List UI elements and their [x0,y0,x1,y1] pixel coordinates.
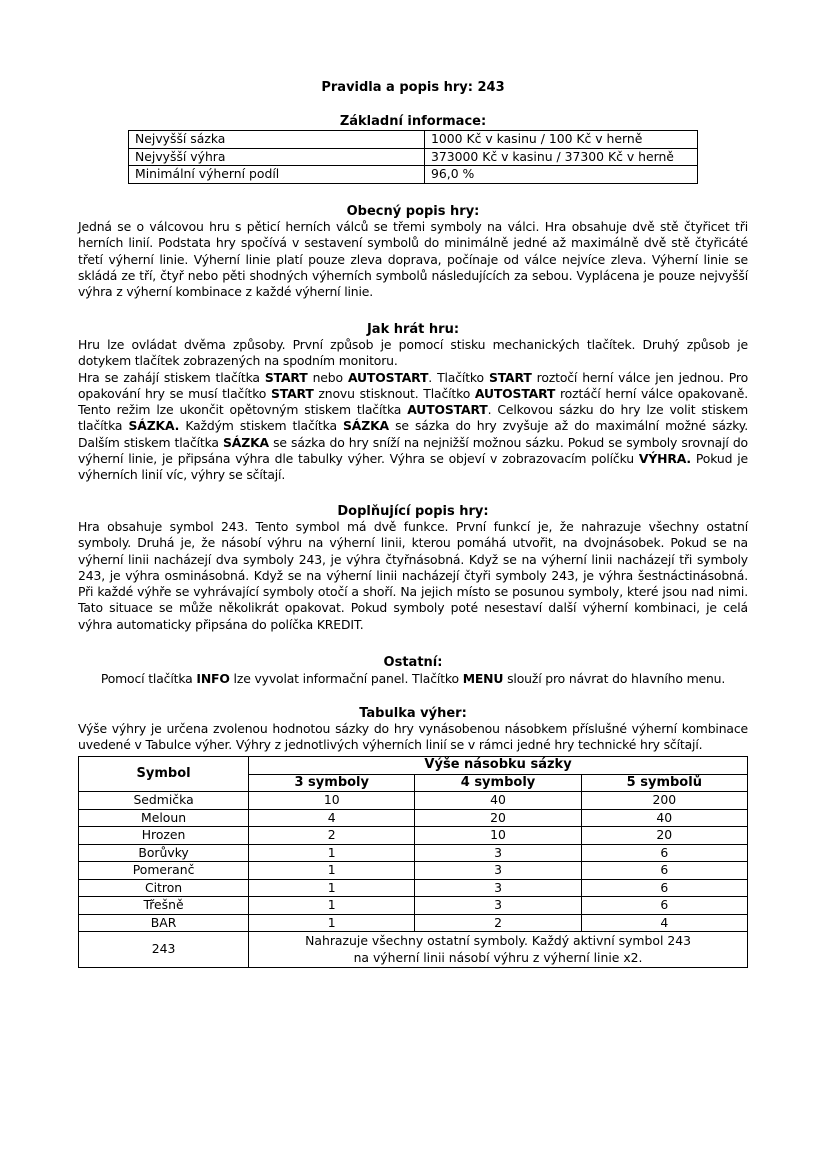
table-header-row [79,757,748,775]
bet-keyword: SÁZKA [223,434,269,450]
start-keyword: START [264,369,308,385]
payout-3: 1 [249,862,415,880]
text: znovu stisknout. Tlačítko [313,385,475,401]
payout-5: 200 [581,792,747,810]
text: . Celkovou sázku do hry lze volit stiskem tlačítka [78,402,748,434]
autostart-keyword: AUTOSTART [347,369,429,385]
symbol-name: Sedmička [79,792,249,810]
paytable [78,756,748,968]
bet-keyword: SÁZKA. [128,418,180,434]
text: Pokud je výherních linií víc, výhry se sčítají. [78,451,749,483]
wild-symbol-note [249,932,748,968]
payout-3: 10 [249,792,415,810]
other-heading: Ostatní: [383,655,443,670]
table-row [79,844,748,862]
wild-symbol-name: 243 [79,932,249,968]
autostart-keyword: AUTOSTART [474,385,556,401]
text: nebo [307,369,348,385]
payout-4: 10 [415,827,581,845]
payout-4: 2 [415,914,581,932]
payout-5: 4 [581,914,747,932]
symbol-name: Borůvky [79,844,249,862]
payout-3: 1 [249,897,415,915]
menu-keyword: MENU [462,671,504,686]
table-row [79,897,748,915]
payout-4: 20 [415,809,581,827]
payout-5: 6 [581,844,747,862]
payout-3: 1 [249,879,415,897]
table-row [79,914,748,932]
text: . Tlačítko [428,369,489,385]
symbol-name: Hrozen [79,827,249,845]
info-value: 373000 Kč v kasinu / 37300 Kč v herně [425,148,698,166]
text: se sázka do hry sníží na nejnižší možnou sázku. Pokud se symboly srovnají do výherní linie, je připsána výhra dle tabulky výher. Výhra se objeví v zobrazovacím políčku [78,434,748,467]
wild-note-line-1: Nahrazuje všechny ostatní symboly. Každý aktivní symbol 243 [305,933,691,948]
payout-5: 6 [581,897,747,915]
payout-4: 3 [415,879,581,897]
text: se sázka do hry zvyšuje až do maximální možné sázky. Dalším stiskem tlačítka [78,418,748,450]
symbol-name: Pomeranč [79,862,249,880]
table-row [79,792,748,810]
text: Pomocí tlačítka [100,671,197,686]
payout-3: 1 [249,844,415,862]
table-row-wild [79,932,748,968]
other-paragraph [78,671,748,687]
info-label: Minimální výherní podíl [129,166,425,184]
general-heading: Obecný popis hry: [346,204,480,219]
other-text [78,671,748,687]
payout-4: 3 [415,862,581,880]
general-paragraph [78,219,748,300]
symbol-name: BAR [79,914,249,932]
info-value: 96,0 % [425,166,698,184]
basic-info-heading: Základní informace: [339,114,487,129]
table-row [79,827,748,845]
table-row [79,862,748,880]
text: lze vyvolat informační panel. Tlačítko [229,671,463,686]
payout-5: 40 [581,809,747,827]
payout-3: 4 [249,809,415,827]
how-to-play-text-2 [78,370,748,484]
additional-text: Hra obsahuje symbol 243. Tento symbol má dvě funkce. První funkcí je, že nahrazuje všechny ostatní symboly. Druhá je, že násobí výhru na výherní linii, kterou pomáhá utvořit, na dvojnásobek. Pokud se na výherní linii nacházejí dva symboly 243, je výhra čtyřnásobná. Když se na výherní linii nacházejí tři symboly 243, je výhra osminásobná. Když se na výherní linii nacházejí čtyři symboly 243, je výhra šestnáctinásobná. Při každé výhře se vyhrávající symboly otočí a shoří. Na jejich místo se posunou symboly, které jsou nad nimi. Tato situace se může několikrát opakovat. Pokud symboly poté nesestaví další výherní kombinaci, je celá výhra automaticky připsána do políčka KREDIT. [78,519,748,632]
basic-info-table [128,130,698,184]
table-row [129,148,698,166]
paytable-heading: Tabulka výher: [359,706,467,721]
symbol-name: Citron [79,879,249,897]
autostart-keyword: AUTOSTART [407,402,488,418]
start-keyword: START [488,369,532,385]
text: slouží pro návrat do hlavního menu. [503,671,726,686]
start-keyword: START [270,385,314,401]
text: Hra se zahájí stiskem tlačítka [78,369,265,385]
table-row [129,166,698,184]
table-row [79,809,748,827]
payout-4: 3 [415,897,581,915]
text: roztočí herní válce jen jednou. Pro opakování hry se musí tlačítko [78,369,749,401]
wild-note-line-2: na výherní linii násobí výhru z výherní linie x2. [353,949,643,965]
symbol-name: Meloun [79,809,249,827]
additional-paragraph [78,519,748,633]
additional-heading: Doplňující popis hry: [337,504,489,519]
bet-keyword: SÁZKA [343,418,389,434]
table-row [129,131,698,149]
payout-4: 3 [415,844,581,862]
win-keyword: VÝHRA. [638,451,691,467]
paytable-intro [78,721,748,754]
info-label: Nejvyšší sázka [129,131,425,149]
info-value: 1000 Kč v kasinu / 100 Kč v herně [425,131,698,149]
payout-3: 2 [249,827,415,845]
how-to-play-heading: Jak hrát hru: [366,322,460,337]
payout-5: 6 [581,879,747,897]
info-keyword: INFO [196,671,230,686]
how-to-play-text-1: Hru lze ovládat dvěma způsoby. První způsob je pomocí stisku mechanických tlačítek. Druhý způsob je dotykem tlačítek zobrazených na spodním monitoru. [78,337,748,369]
symbol-column-header: Symbol [79,757,249,792]
table-row [79,879,748,897]
general-text: Jedná se o válcovou hru s pěticí herních válců se třemi symboly na válci. Hra obsahuje dvě stě čtyřicet tři herních linií. Podstata hry spočívá v sestavení symbolů do minimálně jedné až maximálně dvě stě čtyřicáté třetí výherní linie. Výherní linie platí pouze zleva doprava, počínaje od válce nejvíce zleva. Výherní linie se skládá ze tří, čtyř nebo pěti shodných výherních symbolů následujících za sebou. Vyplácena je pouze nejvyšší výhra z výherní kombinace z každé výherní linie. [78,219,748,300]
symbol-name: Třešně [79,897,249,915]
text: roztáčí herní válce opakovaně. Tento režim lze ukončit opětovným stiskem tlačítka [78,385,748,418]
payout-5: 6 [581,862,747,880]
info-label: Nejvyšší výhra [129,148,425,166]
three-symbols-header: 3 symboly [249,774,415,792]
paytable-intro-text: Výše výhry je určena zvolenou hodnotou sázky do hry vynásobenou násobkem příslušné výherní kombinace uvedené v Tabulce výher. Výhry z jednotlivých výherních linií se v rámci jedné hry technické hry sčítají. [78,721,748,753]
four-symbols-header: 4 symboly [415,774,581,792]
document-title: Pravidla a popis hry: 243 [321,80,505,95]
payout-4: 40 [415,792,581,810]
how-to-play-paragraph [78,337,748,484]
multiplier-group-header: Výše násobku sázky [249,757,748,775]
five-symbols-header: 5 symbolů [581,774,747,792]
payout-3: 1 [249,914,415,932]
text: Každým stiskem tlačítka [179,418,344,434]
payout-5: 20 [581,827,747,845]
